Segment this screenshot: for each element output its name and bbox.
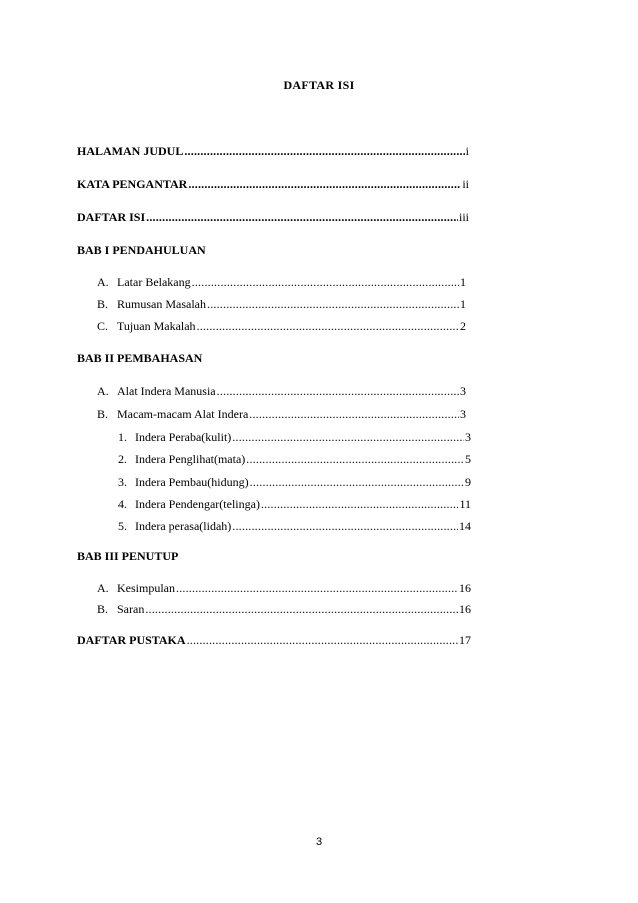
toc-entry-label [118, 452, 245, 466]
toc-entry-label: HALAMAN JUDUL [77, 144, 184, 158]
toc-entry-page: 1 [460, 275, 466, 289]
toc-leader-dots [188, 177, 461, 191]
toc-entry[interactable] [97, 581, 471, 595]
toc-entry-page: 11 [459, 497, 471, 511]
toc-leader-dots [249, 407, 459, 421]
section-heading-bab-2[interactable]: BAB II PEMBAHASAN [77, 351, 203, 365]
toc-entry-page: 17 [459, 633, 471, 647]
toc-leader-dots [261, 497, 458, 511]
toc-subentry[interactable] [118, 519, 471, 533]
toc-entry-page: 14 [459, 519, 471, 533]
toc-entry-label: DAFTAR PUSTAKA [77, 633, 186, 647]
toc-entry-marker: B. [97, 297, 109, 311]
toc-entry-page: 5 [465, 452, 471, 466]
toc-entry-label [97, 602, 144, 616]
toc-subentry[interactable] [118, 430, 471, 444]
toc-entry-marker: C. [97, 319, 109, 333]
toc-entry[interactable] [97, 297, 466, 311]
toc-entry-label [118, 497, 260, 511]
toc-entry-label [97, 297, 206, 311]
toc-entry-marker: A. [97, 275, 109, 289]
toc-leader-dots [217, 384, 459, 398]
toc-leader-dots [207, 297, 459, 311]
toc-leader-dots [246, 452, 464, 466]
toc-subentry[interactable] [118, 475, 471, 489]
toc-entry[interactable] [97, 407, 466, 421]
toc-entry-label [97, 275, 191, 289]
toc-entry-page: 3 [465, 430, 471, 444]
toc-entry-page: 16 [459, 602, 471, 616]
toc-entry-marker: 3. [118, 475, 127, 489]
toc-entry-page: 3 [460, 407, 466, 421]
toc-entry-label [97, 407, 248, 421]
toc-entry-marker: 5. [118, 519, 127, 533]
toc-entry-label: DAFTAR ISI [77, 210, 146, 224]
toc-entry-label [97, 384, 216, 398]
page-title: DAFTAR ISI [283, 78, 355, 92]
toc-entry-marker: 2. [118, 452, 127, 466]
toc-entry-page: ii [462, 177, 469, 191]
toc-subentry[interactable] [118, 497, 471, 511]
toc-entry-marker: 1. [118, 430, 127, 444]
toc-entry-text: Indera Pendengar(telinga) [135, 497, 260, 511]
toc-leader-dots [232, 430, 464, 444]
toc-entry-label [97, 581, 175, 595]
toc-entry-text: Rumusan Masalah [117, 297, 206, 311]
toc-entry[interactable] [97, 384, 466, 398]
toc-entry[interactable] [97, 319, 466, 333]
toc-entry-text: Macam-macam Alat Indera [117, 407, 249, 421]
toc-entry-text: Kesimpulan [117, 581, 175, 595]
toc-entry-page: iii [458, 210, 469, 224]
toc-entry-text: Indera perasa(lidah) [135, 519, 232, 533]
section-heading-bab-1[interactable]: BAB I PENDAHULUAN [77, 243, 206, 257]
toc-entry-text: Indera Penglihat(mata) [135, 452, 246, 466]
toc-entry-marker: 4. [118, 497, 127, 511]
toc-entry-text: Alat Indera Manusia [117, 384, 216, 398]
toc-entry-page: 2 [460, 319, 466, 333]
toc-leader-dots [184, 144, 464, 158]
toc-subentry[interactable] [118, 452, 471, 466]
page-number: 3 [315, 836, 323, 848]
toc-entry-marker: B. [97, 602, 109, 616]
toc-leader-dots [192, 275, 459, 289]
toc-entry-marker: A. [97, 384, 109, 398]
toc-leader-dots [197, 319, 459, 333]
toc-entry-daftar-pustaka[interactable] [77, 633, 471, 647]
toc-entry-page: 9 [465, 475, 471, 489]
toc-leader-dots [176, 581, 458, 595]
toc-leader-dots [145, 602, 458, 616]
toc-entry-label: KATA PENGANTAR [77, 177, 188, 191]
toc-entry[interactable] [97, 275, 466, 289]
toc-entry-page: i [465, 144, 469, 158]
toc-leader-dots [250, 475, 464, 489]
toc-entry-text: Indera Peraba(kulit) [135, 430, 232, 444]
toc-entry-text: Saran [117, 602, 145, 616]
toc-entry-text: Indera Pembau(hidung) [135, 475, 249, 489]
toc-entry-label [118, 430, 231, 444]
toc-entry[interactable] [97, 602, 471, 616]
toc-entry-label [97, 319, 196, 333]
toc-entry-marker: B. [97, 407, 109, 421]
toc-entry-page: 16 [459, 581, 471, 595]
toc-entry-kata-pengantar[interactable] [77, 177, 469, 191]
toc-leader-dots [232, 519, 458, 533]
toc-entry-page: 3 [460, 384, 466, 398]
toc-entry-label [118, 519, 231, 533]
toc-entry-label [118, 475, 249, 489]
toc-entry-text: Latar Belakang [117, 275, 191, 289]
toc-entry-marker: A. [97, 581, 109, 595]
toc-entry-text: Tujuan Makalah [117, 319, 196, 333]
toc-leader-dots [146, 210, 458, 224]
toc-entry-page: 1 [460, 297, 466, 311]
toc-entry-daftar-isi[interactable] [77, 210, 469, 224]
toc-leader-dots [187, 633, 458, 647]
section-heading-bab-3[interactable]: BAB III PENUTUP [77, 549, 179, 563]
toc-entry-halaman-judul[interactable] [77, 144, 469, 158]
